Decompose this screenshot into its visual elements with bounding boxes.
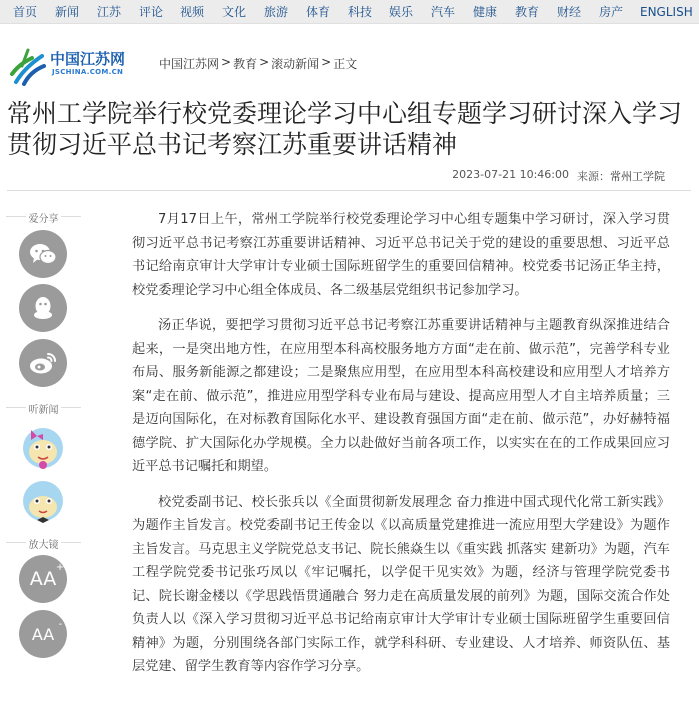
male-avatar-icon xyxy=(17,475,69,527)
zoom-out-button[interactable] xyxy=(19,610,67,658)
female-avatar-icon xyxy=(17,420,69,472)
nav-item-comment[interactable]: 评论 xyxy=(139,5,164,19)
nav-item-video[interactable]: 视频 xyxy=(180,5,205,19)
zoom-out-icon: AA - xyxy=(31,618,63,644)
listen-female-voice-button[interactable] xyxy=(17,420,69,472)
article-paragraph: 汤正华说，要把学习贯彻习近平总书记考察江苏重要讲话精神与主题教育纵深推进结合起来，一是突出地方性，在应用型本科高校服务地方方面“走在前、做示范”，完善学科专业布局、服务新能源之都建设；二是聚焦应用型，在应用型本科高校建设和应用型人才培养方案“走在前、做示范”，推进应用型学科专业布局与建设、提高应用型人才自主培养质量；三是迈向国际化，在对标教育国际化水平、建设教育强国方面“走在前、做示范”，办好赫特福德学院、扩大国际化办学规模。全力以赴做好当前各项工作，以实实在在的工作成果回应习近平总书记嘱托和期望。 xyxy=(132,318,670,474)
weibo-share-button[interactable] xyxy=(19,339,67,387)
breadcrumb-sep: > xyxy=(221,55,232,69)
article-meta xyxy=(452,168,665,184)
nav-item-sports[interactable]: 体育 xyxy=(306,5,331,19)
share-label: 爱分享 xyxy=(0,210,87,225)
zoom-in-button[interactable] xyxy=(19,555,67,603)
qq-icon xyxy=(32,295,54,321)
breadcrumb-rolling-news[interactable]: 滚动新闻 xyxy=(271,57,320,71)
article-title: 常州工学院举行校党委理论学习中心组专题学习研讨深入学习贯彻习近平总书记考察江苏重要讲话精神 xyxy=(7,99,683,159)
breadcrumb-current: 正文 xyxy=(333,57,358,71)
nav-item-finance[interactable]: 财经 xyxy=(557,5,582,19)
nav-item-culture[interactable]: 文化 xyxy=(222,5,247,19)
nav-item-auto[interactable]: 汽车 xyxy=(431,5,456,19)
nav-item-travel[interactable]: 旅游 xyxy=(264,5,289,19)
zoom-label: 放大镜 xyxy=(0,536,87,551)
qq-share-button[interactable] xyxy=(19,284,67,332)
site-header xyxy=(0,24,699,96)
logo-domain: JSCHINA.COM.CN xyxy=(52,68,124,76)
nav-item-news[interactable]: 新闻 xyxy=(55,5,80,19)
article-paragraph: 7月17日上午，常州工学院举行校党委理论学习中心组专题集中学习研讨，深入学习贯彻习近平总书记考察江苏重要讲话精神、习近平总书记关于党的建设的重要思想、习近平总书记给南京审计大学审计专业硕士国际班留学生的重要回信精神。校党委书记汤正华主持，校党委理论学习中心组全体成员、各二级基层党组织书记参加学习。 xyxy=(132,212,670,298)
top-nav xyxy=(0,0,699,24)
nav-item-jiangsu[interactable]: 江苏 xyxy=(97,5,122,19)
breadcrumb-education[interactable]: 教育 xyxy=(233,57,258,71)
nav-item-education[interactable]: 教育 xyxy=(515,5,540,19)
article-paragraph: 校党委副书记、校长张兵以《全面贯彻新发展理念 奋力推进中国式现代化常工新实践》为题作主旨发言。校党委副书记王传金以《以高质量党建推进一流应用型大学建设》为题作主旨发言。马克思主义学院党总支书记、院长熊焱生以《重实践 抓落实 建新功》为题，汽车工程学院党委书记张巧凤以《牢记嘱托，以学促干见实效》为题，经济与管理学院党委书记、院长谢金楼以《学思践悟贯通融合 努力走在高质量发展的前列》为题，国际交流合作处负责人以《深入学习贯彻习近平总书记给南京审计大学审计专业硕士国际班留学生重要回信精神》为题，分别围绕各部门实际工作，就学科科研、专业建设、人才培养、师资队伍、基层党建、留学生教育等内容作学习分享。 xyxy=(132,494,670,674)
breadcrumb-sep: > xyxy=(259,55,270,69)
zoom-in-icon: AA + xyxy=(29,562,65,590)
article-body xyxy=(132,208,670,691)
nav-item-tech[interactable]: 科技 xyxy=(348,5,373,19)
nav-item-english[interactable]: ENGLISH xyxy=(640,5,693,19)
logo-name: 中国江苏网 xyxy=(50,50,126,68)
listen-label: 听新闻 xyxy=(0,401,87,416)
site-logo[interactable] xyxy=(8,44,134,88)
nav-item-home[interactable]: 首页 xyxy=(13,5,38,19)
wechat-share-button[interactable] xyxy=(19,230,67,278)
article-source-label: 来源： xyxy=(577,170,610,183)
listen-male-voice-button[interactable] xyxy=(17,475,69,527)
breadcrumb xyxy=(159,55,357,72)
article-datetime: 2023-07-21 10:46:00 xyxy=(452,168,569,181)
nav-item-health[interactable]: 健康 xyxy=(473,5,498,19)
wechat-icon xyxy=(29,242,57,266)
logo-mark-icon xyxy=(8,44,48,86)
weibo-icon xyxy=(29,351,57,375)
nav-item-realestate[interactable]: 房产 xyxy=(599,5,624,19)
article-source[interactable]: 常州工学院 xyxy=(610,170,665,183)
breadcrumb-home[interactable]: 中国江苏网 xyxy=(159,57,220,71)
breadcrumb-sep: > xyxy=(321,55,332,69)
nav-item-entertainment[interactable]: 娱乐 xyxy=(389,5,414,19)
title-divider xyxy=(7,190,691,191)
